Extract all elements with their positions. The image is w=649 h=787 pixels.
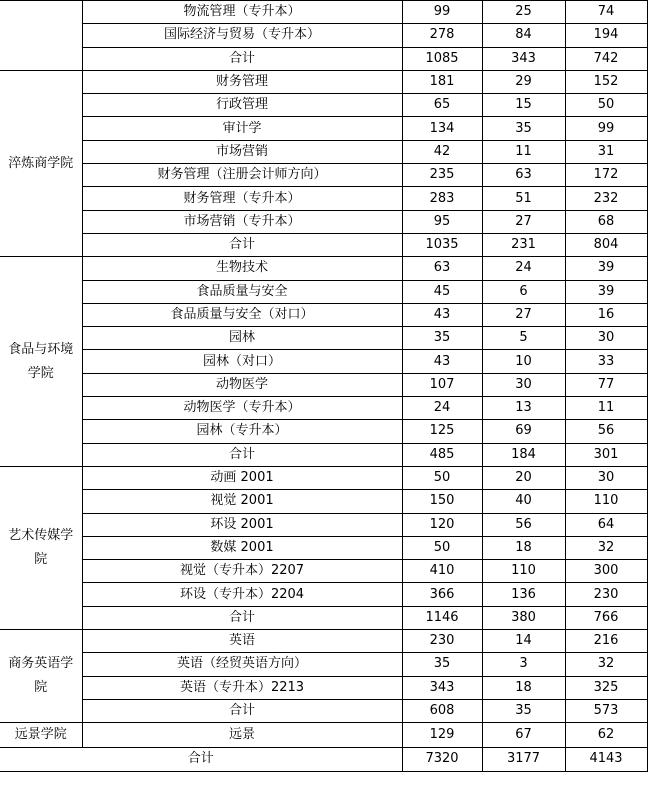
count-a-cell: 3 xyxy=(482,653,565,676)
total-cell: 181 xyxy=(402,70,482,93)
count-a-cell: 40 xyxy=(482,490,565,513)
total-cell: 99 xyxy=(402,1,482,24)
count-b-cell: 32 xyxy=(565,653,647,676)
college-cell xyxy=(0,70,82,256)
count-b-cell: 56 xyxy=(565,420,647,443)
table-row xyxy=(0,630,647,653)
total-cell: 1035 xyxy=(402,233,482,256)
grand-total-label: 合计 xyxy=(0,748,402,771)
total-cell: 343 xyxy=(402,676,482,699)
total-cell: 42 xyxy=(402,140,482,163)
count-b-cell: 573 xyxy=(565,699,647,722)
table-row xyxy=(0,164,647,187)
table-row xyxy=(0,94,647,117)
major-cell: 英语（专升本）2213 xyxy=(82,676,402,699)
count-a-cell: 63 xyxy=(482,164,565,187)
college-cell xyxy=(0,630,82,723)
grand-total-b-cell: 4143 xyxy=(565,748,647,771)
count-a-cell: 136 xyxy=(482,583,565,606)
count-b-cell: 62 xyxy=(565,723,647,748)
grand-total-a-cell: 3177 xyxy=(482,748,565,771)
count-b-cell: 172 xyxy=(565,164,647,187)
college-name: 淬炼商学院 xyxy=(8,155,74,171)
count-b-cell: 742 xyxy=(565,47,647,70)
major-cell: 园林 xyxy=(82,327,402,350)
count-b-cell: 68 xyxy=(565,210,647,233)
table-row xyxy=(0,373,647,396)
count-b-cell: 766 xyxy=(565,606,647,629)
major-cell: 合计 xyxy=(82,443,402,466)
total-cell: 410 xyxy=(402,560,482,583)
total-cell: 63 xyxy=(402,257,482,280)
count-b-cell: 74 xyxy=(565,1,647,24)
count-b-cell: 301 xyxy=(565,443,647,466)
table-row xyxy=(0,187,647,210)
count-a-cell: 380 xyxy=(482,606,565,629)
total-cell: 278 xyxy=(402,24,482,47)
table-row xyxy=(0,350,647,373)
total-cell: 283 xyxy=(402,187,482,210)
count-b-cell: 110 xyxy=(565,490,647,513)
count-b-cell: 16 xyxy=(565,303,647,326)
count-b-cell: 232 xyxy=(565,187,647,210)
table-row xyxy=(0,1,647,24)
college-cell xyxy=(0,1,82,71)
count-a-cell: 14 xyxy=(482,630,565,653)
total-cell: 1146 xyxy=(402,606,482,629)
count-a-cell: 11 xyxy=(482,140,565,163)
major-cell: 视觉 2001 xyxy=(82,490,402,513)
count-b-cell: 325 xyxy=(565,676,647,699)
major-cell: 财务管理 xyxy=(82,70,402,93)
count-a-cell: 51 xyxy=(482,187,565,210)
total-cell: 35 xyxy=(402,653,482,676)
major-cell: 市场营销 xyxy=(82,140,402,163)
total-cell: 608 xyxy=(402,699,482,722)
count-b-cell: 77 xyxy=(565,373,647,396)
major-cell: 审计学 xyxy=(82,117,402,140)
count-a-cell: 27 xyxy=(482,210,565,233)
major-cell: 英语（经贸英语方向） xyxy=(82,653,402,676)
total-cell: 107 xyxy=(402,373,482,396)
total-cell: 129 xyxy=(402,723,482,748)
table-row xyxy=(0,560,647,583)
count-a-cell: 84 xyxy=(482,24,565,47)
table-row xyxy=(0,70,647,93)
college-name: 远景学院 xyxy=(14,727,67,743)
total-cell: 35 xyxy=(402,327,482,350)
count-b-cell: 230 xyxy=(565,583,647,606)
table-row xyxy=(0,47,647,70)
count-b-cell: 31 xyxy=(565,140,647,163)
major-cell: 合计 xyxy=(82,699,402,722)
total-cell: 50 xyxy=(402,536,482,559)
count-a-cell: 343 xyxy=(482,47,565,70)
count-a-cell: 110 xyxy=(482,560,565,583)
college-cell xyxy=(0,466,82,629)
major-cell: 园林（专升本） xyxy=(82,420,402,443)
major-cell: 合计 xyxy=(82,606,402,629)
grand-total-row xyxy=(0,748,647,771)
major-cell: 生物技术 xyxy=(82,257,402,280)
major-cell: 食品质量与安全（对口） xyxy=(82,303,402,326)
table-row xyxy=(0,233,647,256)
table-row xyxy=(0,210,647,233)
grand-total-cell: 7320 xyxy=(402,748,482,771)
college-cell xyxy=(0,257,82,467)
count-b-cell: 39 xyxy=(565,257,647,280)
major-cell: 物流管理（专升本） xyxy=(82,1,402,24)
count-a-cell: 35 xyxy=(482,699,565,722)
total-cell: 45 xyxy=(402,280,482,303)
table-row xyxy=(0,303,647,326)
major-cell: 市场营销（专升本） xyxy=(82,210,402,233)
college-cell xyxy=(0,723,82,748)
major-cell: 动物医学 xyxy=(82,373,402,396)
table-row xyxy=(0,653,647,676)
count-b-cell: 99 xyxy=(565,117,647,140)
count-a-cell: 15 xyxy=(482,94,565,117)
college-name: 商务英语学院 xyxy=(8,656,74,696)
count-a-cell: 24 xyxy=(482,257,565,280)
major-cell: 合计 xyxy=(82,47,402,70)
count-a-cell: 231 xyxy=(482,233,565,256)
count-a-cell: 20 xyxy=(482,466,565,489)
major-cell: 动物医学（专升本） xyxy=(82,397,402,420)
total-cell: 366 xyxy=(402,583,482,606)
count-b-cell: 300 xyxy=(565,560,647,583)
total-cell: 235 xyxy=(402,164,482,187)
major-cell: 食品质量与安全 xyxy=(82,280,402,303)
count-a-cell: 184 xyxy=(482,443,565,466)
table-row xyxy=(0,699,647,722)
count-a-cell: 10 xyxy=(482,350,565,373)
major-cell: 动画 2001 xyxy=(82,466,402,489)
count-b-cell: 30 xyxy=(565,327,647,350)
count-b-cell: 11 xyxy=(565,397,647,420)
count-a-cell: 5 xyxy=(482,327,565,350)
count-a-cell: 35 xyxy=(482,117,565,140)
major-cell: 财务管理（专升本） xyxy=(82,187,402,210)
count-a-cell: 18 xyxy=(482,536,565,559)
total-cell: 43 xyxy=(402,350,482,373)
total-cell: 120 xyxy=(402,513,482,536)
count-b-cell: 216 xyxy=(565,630,647,653)
table-row xyxy=(0,536,647,559)
count-a-cell: 67 xyxy=(482,723,565,748)
college-name: 食品与环境学院 xyxy=(8,341,74,381)
count-b-cell: 33 xyxy=(565,350,647,373)
table-row xyxy=(0,723,647,748)
count-a-cell: 25 xyxy=(482,1,565,24)
major-cell: 英语 xyxy=(82,630,402,653)
total-cell: 95 xyxy=(402,210,482,233)
major-cell: 合计 xyxy=(82,233,402,256)
major-cell: 远景 xyxy=(82,723,402,748)
count-b-cell: 152 xyxy=(565,70,647,93)
count-a-cell: 30 xyxy=(482,373,565,396)
total-cell: 485 xyxy=(402,443,482,466)
count-a-cell: 6 xyxy=(482,280,565,303)
table-row xyxy=(0,257,647,280)
count-a-cell: 18 xyxy=(482,676,565,699)
table-row xyxy=(0,443,647,466)
total-cell: 134 xyxy=(402,117,482,140)
count-a-cell: 13 xyxy=(482,397,565,420)
total-cell: 150 xyxy=(402,490,482,513)
count-b-cell: 64 xyxy=(565,513,647,536)
major-cell: 环设 2001 xyxy=(82,513,402,536)
major-cell: 国际经济与贸易（专升本） xyxy=(82,24,402,47)
table-row xyxy=(0,676,647,699)
count-b-cell: 39 xyxy=(565,280,647,303)
major-cell: 环设（专升本）2204 xyxy=(82,583,402,606)
count-b-cell: 30 xyxy=(565,466,647,489)
table-row xyxy=(0,420,647,443)
table-row xyxy=(0,490,647,513)
table-row xyxy=(0,397,647,420)
table-row xyxy=(0,466,647,489)
table-row xyxy=(0,327,647,350)
major-cell: 园林（对口） xyxy=(82,350,402,373)
major-cell: 视觉（专升本）2207 xyxy=(82,560,402,583)
total-cell: 230 xyxy=(402,630,482,653)
table-row xyxy=(0,24,647,47)
college-name: 艺术传媒学院 xyxy=(8,527,74,567)
major-cell: 财务管理（注册会计师方向） xyxy=(82,164,402,187)
total-cell: 50 xyxy=(402,466,482,489)
total-cell: 65 xyxy=(402,94,482,117)
table-row xyxy=(0,140,647,163)
total-cell: 1085 xyxy=(402,47,482,70)
table-body xyxy=(0,1,647,772)
table-row xyxy=(0,280,647,303)
total-cell: 125 xyxy=(402,420,482,443)
count-b-cell: 804 xyxy=(565,233,647,256)
count-a-cell: 27 xyxy=(482,303,565,326)
major-cell: 行政管理 xyxy=(82,94,402,117)
count-b-cell: 50 xyxy=(565,94,647,117)
count-b-cell: 194 xyxy=(565,24,647,47)
major-cell: 数媒 2001 xyxy=(82,536,402,559)
count-a-cell: 69 xyxy=(482,420,565,443)
total-cell: 43 xyxy=(402,303,482,326)
count-a-cell: 29 xyxy=(482,70,565,93)
count-a-cell: 56 xyxy=(482,513,565,536)
table-row xyxy=(0,606,647,629)
table-row xyxy=(0,513,647,536)
total-cell: 24 xyxy=(402,397,482,420)
count-b-cell: 32 xyxy=(565,536,647,559)
table-row xyxy=(0,583,647,606)
table-row xyxy=(0,117,647,140)
